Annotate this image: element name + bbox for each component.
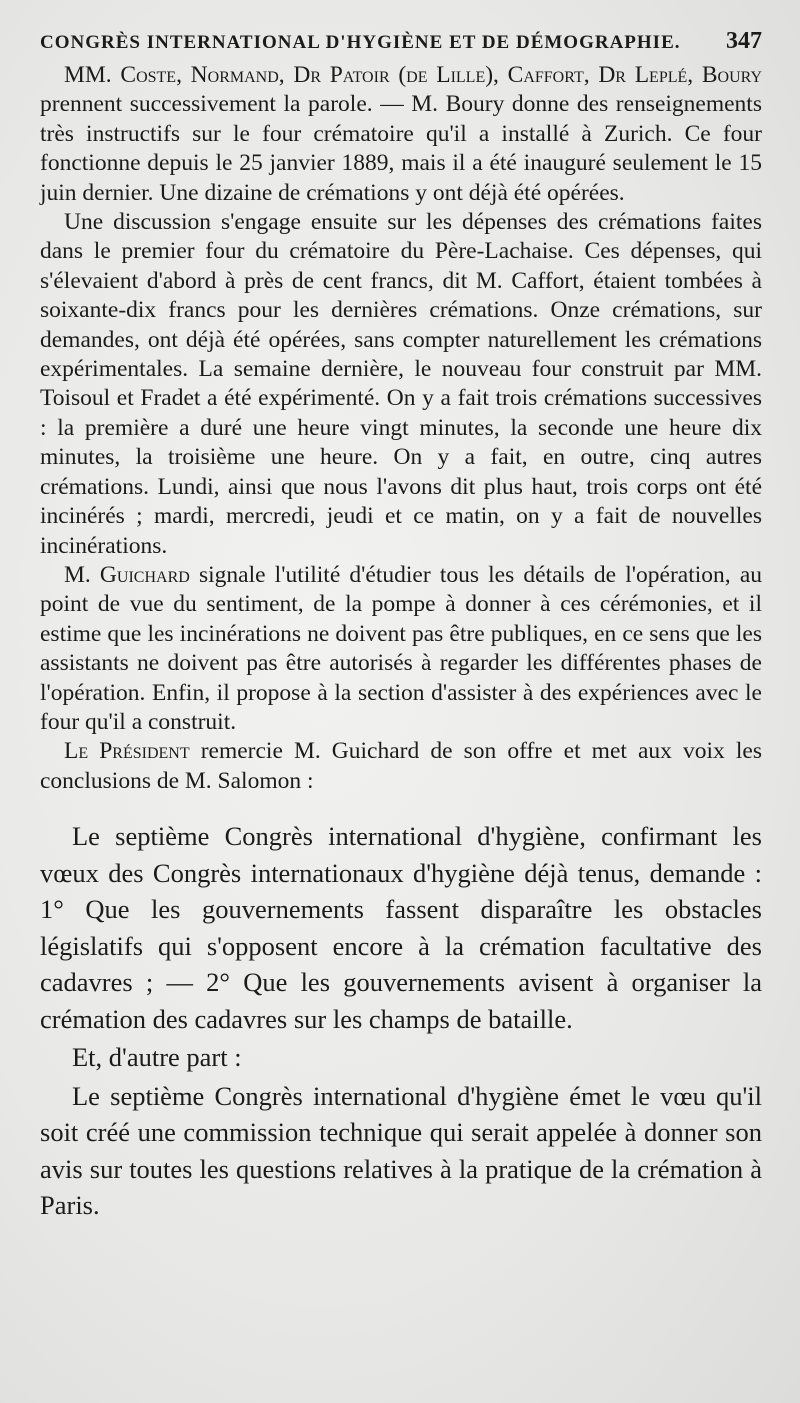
paragraph	[40, 561, 762, 737]
running-title: CONGRÈS INTERNATIONAL D'HYGIÈNE ET DE DÉMOGRAPHIE.	[40, 32, 681, 53]
paragraph	[40, 737, 762, 796]
paragraph	[40, 61, 762, 208]
speakers-lead: MM. Coste, Normand, Dr Patoir (de Lille), Caffort, Dr Leplé, Boury	[64, 62, 762, 88]
body-text	[40, 61, 762, 796]
resolution-paragraph: Le septième Congrès international d'hygiène émet le vœu qu'il soit créé une commission technique qui serait appelée à donner son avis sur toutes les questions relatives à la pratique de la crémation à Paris.	[40, 1080, 762, 1221]
paragraph	[40, 208, 762, 561]
paragraph-text: Une discussion s'engage ensuite sur les dépenses des crémations faites dans le premier four du crématoire du Père-Lachaise. Ces dépenses, qui s'élevaient d'abord à près de cent francs, dit M. Caffort, étaient tombées à soixante-dix francs pour les dernières crémations. Onze crémations, sur demandes, ont déjà été opérées, sans compter naturellement les crémations expérimentales. La semaine dernière, le nouveau four construit par MM. Toisoul et Fradet a été expérimenté. On y a fait trois crémations successives : la première a duré une heure vingt minutes, la seconde une heure dix minutes, la troisième une heure. On y a fait, en outre, cinq autres crémations. Lundi, ainsi que nous l'avons dit plus haut, trois corps ont été incinérés ; mardi, mercredi, jeudi et ce matin, on y a fait de nouvelles incinérations.	[40, 209, 762, 559]
page-number: 347	[726, 28, 762, 54]
running-head	[40, 28, 762, 55]
paragraph-text: prennent successivement la parole. — M. Boury donne des renseignements très instructifs sur le four crématoire qu'il a installé à Zurich. Ce four fonctionne depuis le 25 janvier 1889, mais il a été inauguré seulement le 15 juin dernier. Une dizaine de crémations y ont déjà été opérées.	[40, 91, 762, 206]
speaker-lead: Le Président	[64, 738, 190, 765]
paragraph-text: remercie M. Guichard de son offre et met aux voix les conclusions de M. Salomon :	[40, 738, 762, 794]
resolution-paragraph: Et, d'autre part :	[72, 1042, 242, 1073]
speaker-lead: M. Guichard	[64, 561, 190, 588]
paragraph-text: signale l'utilité d'étudier tous les détails de l'opération, au point de vue du sentiment, de la pompe à donner à ces cérémonies, et il estime que les incinérations ne doivent pas être publiques, en ce sens que les assistants ne doivent pas être autorisés à regarder les différentes phases de l'opération. Enfin, il propose à la section d'assister à des expériences avec le four qu'il a construit.	[40, 561, 762, 735]
resolution-paragraph: Le septième Congrès international d'hygiène, confirmant les vœux des Congrès internationaux d'hygiène déjà tenus, demande : 1° Que les gouvernements fassent disparaître les obstacles législatifs qui s'opposent encore à la crémation facultative des cadavres ; — 2° Que les gouvernements avisent à organiser la crémation des cadavres sur les champs de bataille.	[40, 821, 762, 1034]
resolution-text	[40, 818, 762, 1224]
